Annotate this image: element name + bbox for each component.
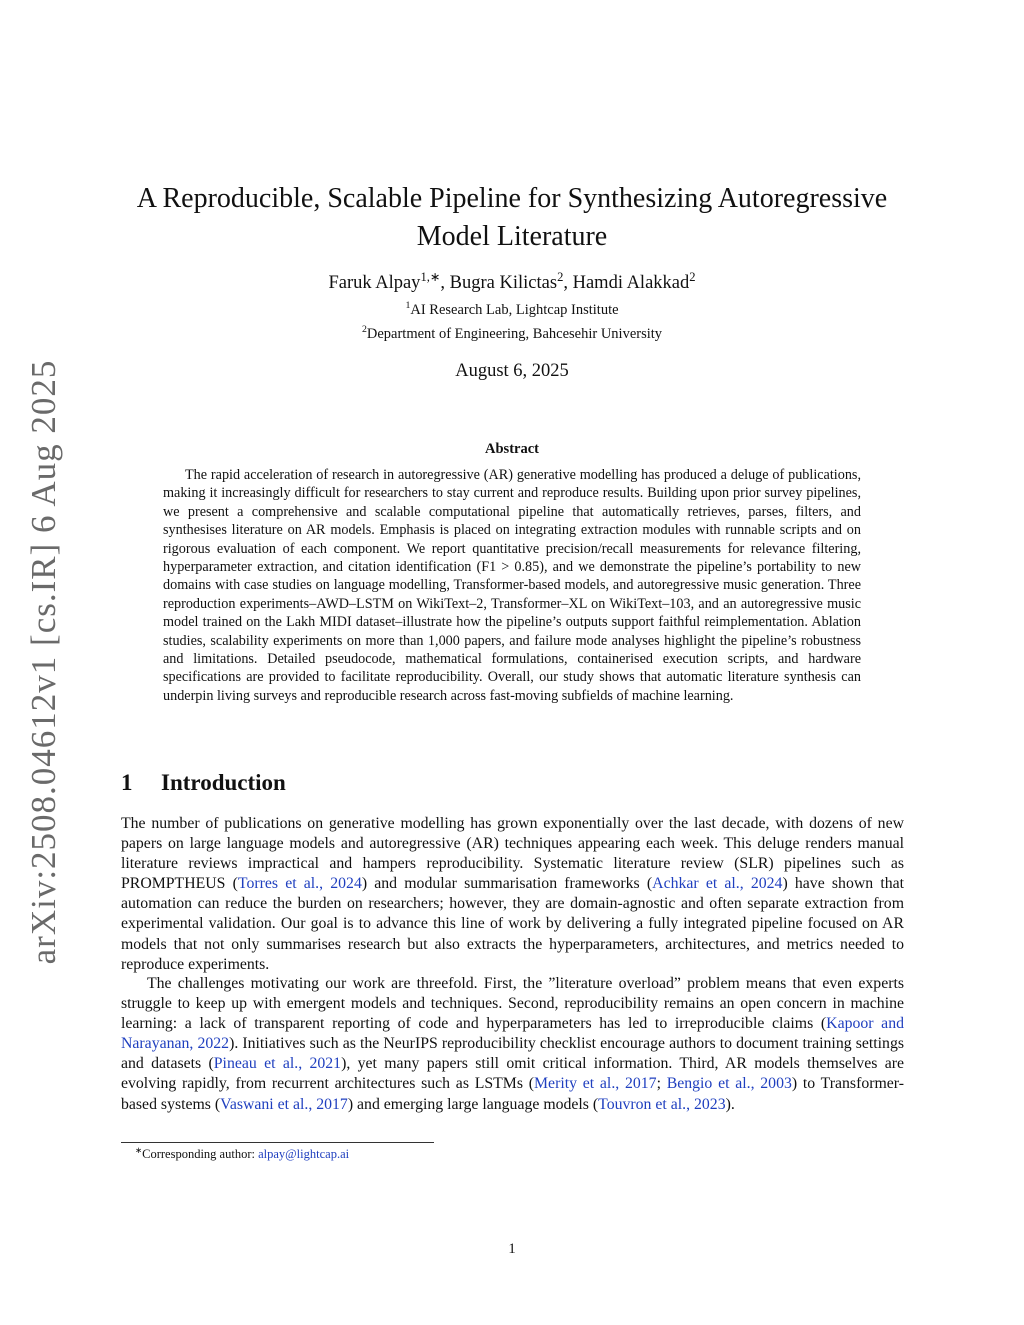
corresponding-email-link[interactable]: alpay@lightcap.ai xyxy=(258,1147,350,1161)
section-heading-introduction xyxy=(121,770,286,796)
section-title: Introduction xyxy=(161,770,286,795)
citation-link[interactable]: Torres et al., 2024 xyxy=(237,875,362,893)
footnote xyxy=(135,1144,350,1162)
footnote-divider xyxy=(121,1142,434,1143)
arxiv-identifier-stamp: arXiv:2508.04612v1 [cs.IR] 6 Aug 2025 xyxy=(24,359,63,965)
author-name: Hamdi Alakkad xyxy=(572,273,690,293)
paper-title xyxy=(0,180,1024,256)
footnote-mark: ∗ xyxy=(135,1144,143,1155)
affiliation-text: Department of Engineering, Bahcesehir University xyxy=(366,326,663,342)
citation-link[interactable]: Merity et al., 2017 xyxy=(534,1075,657,1093)
text-run: ) have shown that automation can reduce the burden on researchers; however, they are domain-agnostic and often separate extraction from experimental validation. Our goal is to advance this line of work by delivering a fully integrated pipeline focused on AR models that not only summarises research but also extracts the hyperparameters, architectures, and metrics needed to reproduce experiments. xyxy=(121,875,905,973)
text-run: The challenges motivating our work are threefold. First, the ”literature overload” problem means that even experts struggle to keep up with emergent models and techniques. Second, reproducibility remains an open concern in machine learning: a lack of transparent reporting of code and hyperparameters has led to irreproducible claims ( xyxy=(121,975,904,1033)
section-number: 1 xyxy=(121,770,133,795)
affiliation-text: AI Research Lab, Lightcap Institute xyxy=(410,302,619,318)
citation-link[interactable]: Kapoor and Narayanan, 2022 xyxy=(121,1015,904,1053)
page-number: 1 xyxy=(508,1241,516,1257)
footnote-label: Corresponding author: xyxy=(142,1147,259,1161)
affiliation-mark: 1 xyxy=(405,300,411,312)
citation-link[interactable]: Touvron et al., 2023 xyxy=(598,1095,726,1113)
intro-paragraph-1 xyxy=(121,814,904,975)
affiliation-2 xyxy=(0,326,1024,343)
author-list: Faruk Alpay$^{1,∗}$, Bugra Kilictas$^2$, Hamdi Alakkad$^2$ xyxy=(328,269,696,293)
citation-link[interactable]: Vaswani et al., 2017 xyxy=(220,1095,348,1113)
author-name: Faruk Alpay xyxy=(328,273,421,293)
text-run: ). xyxy=(725,1095,735,1113)
author-marks: 2 xyxy=(689,269,696,284)
author-name: Bugra Kilictas xyxy=(449,273,558,293)
intro-paragraph-2 xyxy=(121,974,904,1115)
citation-link[interactable]: Achkar et al., 2024 xyxy=(652,875,783,893)
title-line-2: Model Literature xyxy=(416,221,608,252)
author-marks: 2 xyxy=(557,269,564,284)
text-run: ; xyxy=(656,1075,667,1093)
affiliation-mark: 2 xyxy=(361,324,367,336)
abstract-heading: Abstract xyxy=(485,441,539,457)
text-run: ) and emerging large language models ( xyxy=(347,1095,599,1113)
text-run: ) and modular summarisation frameworks ( xyxy=(361,875,653,893)
title-line-1: A Reproducible, Scalable Pipeline for Synthesizing Autoregressive xyxy=(136,183,888,214)
citation-link[interactable]: Pineau et al., 2021 xyxy=(213,1055,342,1073)
citation-link[interactable]: Bengio et al., 2003 xyxy=(666,1075,792,1093)
text-run: ). Initiatives such as the NeurIPS reproducibility checklist encourage authors to document training settings and datasets ( xyxy=(121,1035,904,1073)
text-run: ) to Transformer-based systems ( xyxy=(121,1075,904,1113)
text-run: The number of publications on generative modelling has grown exponentially over the last decade, with dozens of new papers on large language models and autoregressive (AR) techniques appearing each week. This deluge renders manual literature reviews impractical and hampers reproducibility. Systematic literature review (SLR) pipelines such as PROMPTHEUS ( xyxy=(121,815,904,893)
abstract-body: The rapid acceleration of research in autoregressive (AR) generative modelling has produced a deluge of publications, making it increasingly difficult for researchers to stay current and reproduce results. Building upon prior survey pipelines, we present a comprehensive and scalable computational pipeline that automatically retrieves, parses, filters, and synthesises literature on AR models. Emphasis is placed on integrating extraction modules with runnable scripts and on rigorous evaluation of each component. We report quantitative precision/recall measurements for relevance filtering, hyperparameter extraction, and citation identification (F1 > 0.85), and we demonstrate the pipeline’s portability to new domains with case studies on language modelling, Transformer-based models, and autoregressive music generation. Three reproduction experiments–AWD–LSTM on WikiText–2, Transformer–XL on WikiText–103, and an autoregressive music model trained on the Lakh MIDI dataset–illustrate how the pipeline’s outputs support faithful reimplementation. Ablation studies, scalability experiments on more than 1,000 papers, and failure mode analyses highlight the pipeline’s robustness and limitations. Detailed pseudocode, mathematical formulations, containerised execution scripts, and hardware specifications are provided to facilitate reproducibility. Overall, our study shows that automatic literature synthesis can underpin living surveys and reproducible research across fast-moving subfields of machine learning. xyxy=(163,467,861,704)
publication-date: August 6, 2025 xyxy=(455,361,569,381)
affiliation-1 xyxy=(0,302,1024,319)
author-marks: 1,∗ xyxy=(420,269,441,284)
text-run: ), yet many papers still omit critical information. Third, AR models themselves are evolving rapidly, from recurrent architectures such as LSTMs ( xyxy=(121,1055,904,1093)
